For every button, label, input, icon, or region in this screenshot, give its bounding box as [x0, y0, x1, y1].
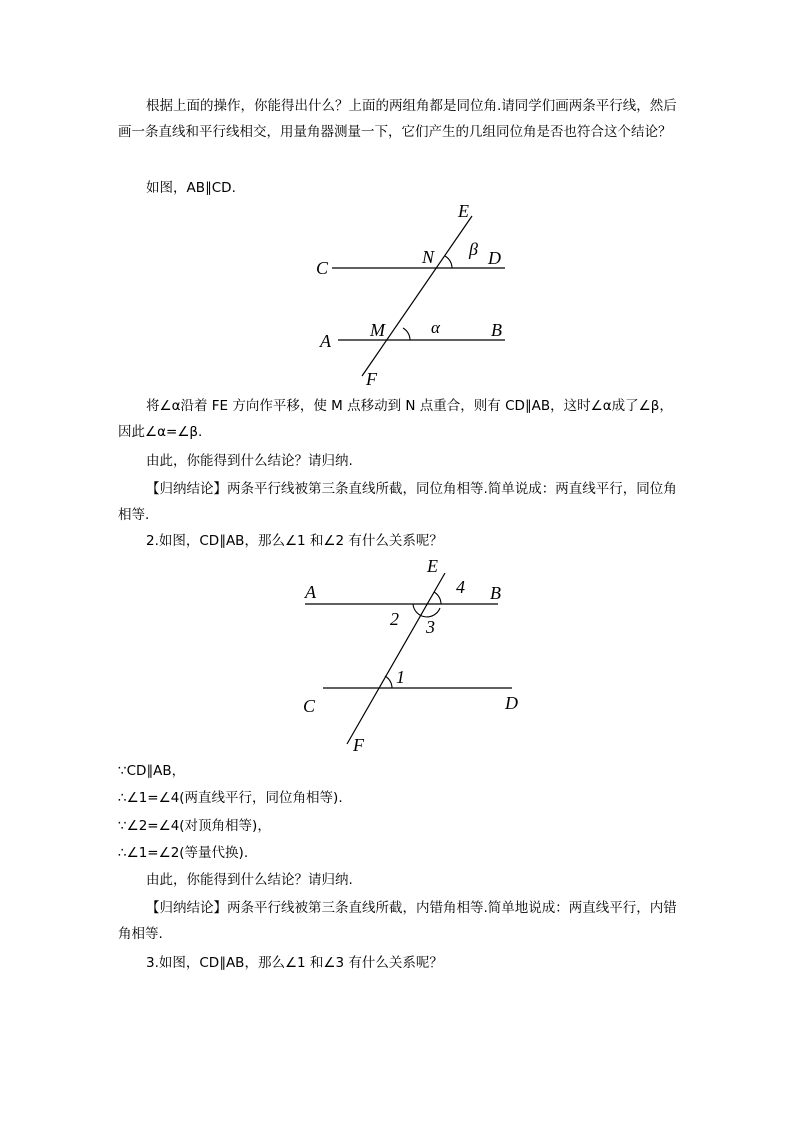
label-b: B — [490, 583, 501, 603]
angle-alpha-arc — [403, 328, 410, 340]
question-2: 2.如图，CD∥AB，那么∠1 和∠2 有什么关系呢？ — [146, 533, 443, 549]
paragraph-question-2: 由此，你能得到什么结论？请归纳. — [146, 872, 353, 888]
paragraph-given: 如图，AB∥CD. — [146, 180, 236, 196]
label-4: 4 — [456, 577, 465, 597]
label-f: F — [366, 369, 377, 389]
transversal-ef — [362, 216, 472, 376]
label-a: A — [320, 331, 331, 351]
label-n: N — [422, 247, 435, 267]
angle-beta-arc — [445, 256, 452, 268]
figure-alternate-angles — [295, 555, 535, 755]
label-m: M — [370, 320, 385, 340]
figure-corresponding-angles — [300, 198, 530, 390]
transversal-ef — [347, 573, 445, 744]
label-d: D — [488, 248, 501, 268]
label-e: E — [458, 201, 469, 221]
proof-line-1: ∵CD∥AB， — [118, 763, 186, 779]
conclusion-alternate: 【归纳结论】两条平行线被第三条直线所截，内错角相等.简单地说成：两直线平行，内错角相等. — [118, 900, 677, 942]
label-3: 3 — [426, 617, 435, 637]
paragraph-question-1: 由此，你能得到什么结论？请归纳. — [146, 453, 353, 469]
question-3: 3.如图，CD∥AB，那么∠1 和∠3 有什么关系呢？ — [146, 955, 443, 971]
label-1: 1 — [396, 667, 405, 687]
angle-4-arc — [434, 592, 441, 604]
label-d: D — [505, 693, 518, 713]
label-beta: β — [469, 239, 478, 259]
conclusion-corresponding: 【归纳结论】两条平行线被第三条直线所截，同位角相等.简单说成：两直线平行，同位角相等. — [118, 481, 677, 523]
proof-line-4: ∴∠1=∠2(等量代换). — [118, 845, 249, 861]
proof-line-2: ∴∠1=∠4(两直线平行，同位角相等). — [118, 790, 343, 806]
label-f: F — [353, 735, 364, 755]
label-c: C — [316, 258, 329, 278]
label-2: 2 — [390, 609, 399, 629]
proof-line-3: ∵∠2=∠4(对顶角相等)， — [118, 818, 271, 834]
label-e: E — [427, 556, 438, 576]
label-a: A — [305, 582, 316, 602]
paragraph-intro: 根据上面的操作，你能得出什么？上面的两组角都是同位角.请同学们画两条平行线，然后画一条直线和平行线相交，用量角器测量一下，它们产生的几组同位角是否也符合这个结论？ — [118, 98, 677, 140]
angle-1-arc — [385, 676, 392, 688]
label-alpha: α — [431, 318, 440, 337]
label-c: C — [303, 696, 316, 716]
paragraph-translation: 将∠α沿着 FE 方向作平移，使 M 点移动到 N 点重合，则有 CD∥AB，这时∠α成了∠β，因此∠α=∠β. — [118, 398, 673, 440]
label-b: B — [491, 320, 502, 340]
